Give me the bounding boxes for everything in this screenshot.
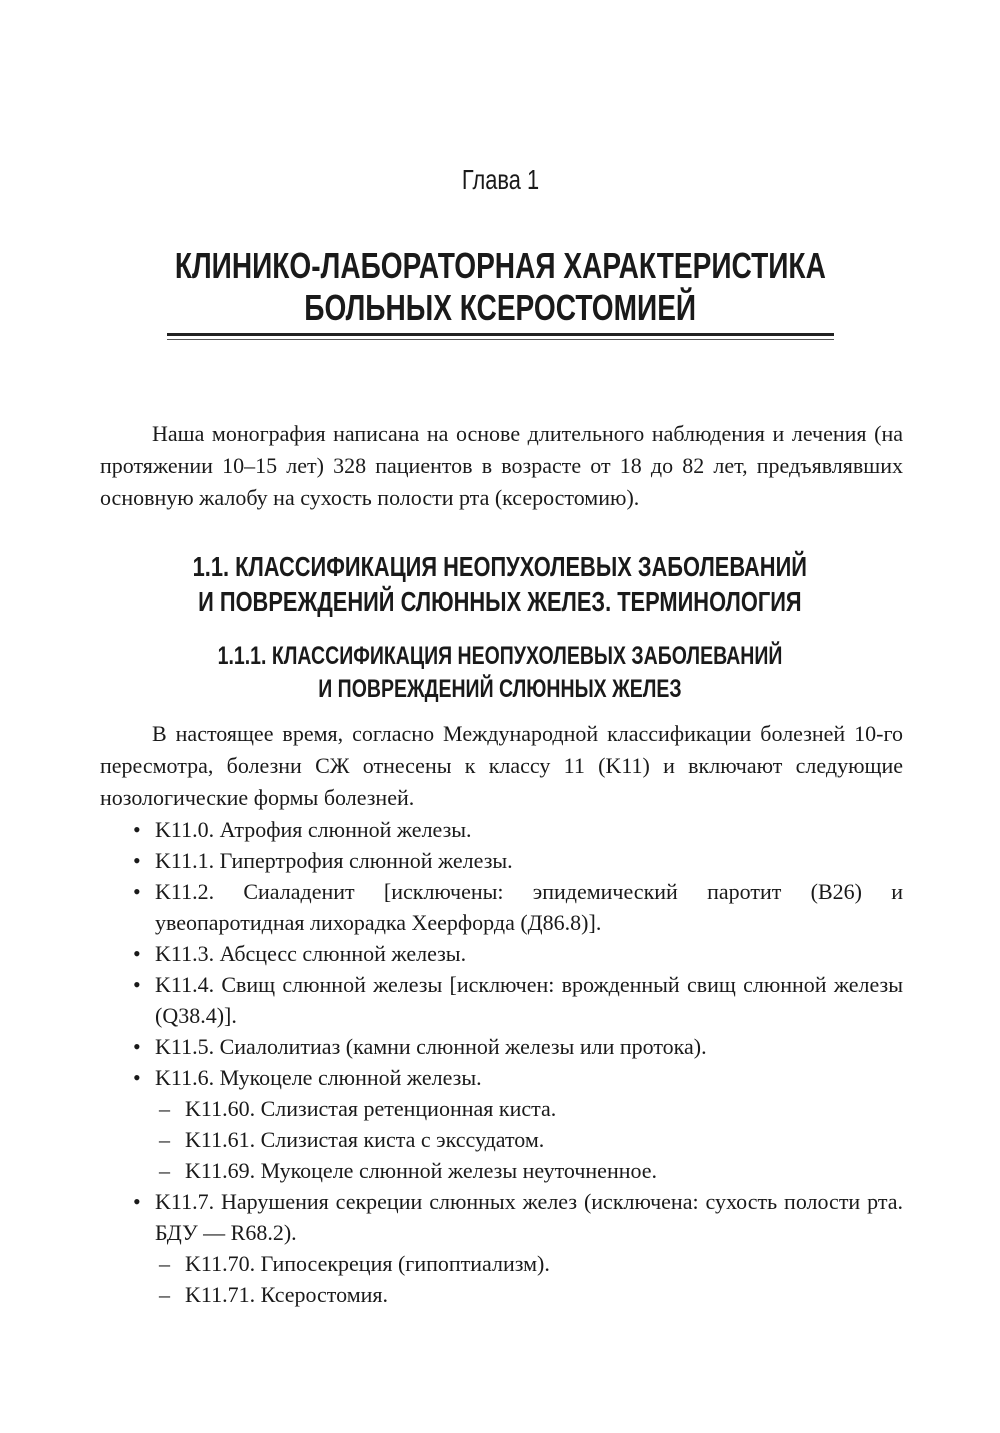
chapter-title: КЛИНИКО-ЛАБОРАТОРНАЯ ХАРАКТЕРИСТИКА БОЛЬНЫХ КСЕРОСТОМИЕЙ: [174, 245, 826, 328]
list-item: • K11.1. Гипертрофия слюнной железы.: [133, 848, 513, 873]
section-heading-1-1-1: 1.1.1. КЛАССИФИКАЦИЯ НЕОПУХОЛЕВЫХ ЗАБОЛЕВАНИЙ И ПОВРЕЖДЕНИЙ СЛЮННЫХ ЖЕЛЕЗ: [217, 642, 783, 703]
section-heading-1-1: 1.1. КЛАССИФИКАЦИЯ НЕОПУХОЛЕВЫХ ЗАБОЛЕВАНИЙ И ПОВРЕЖДЕНИЙ СЛЮННЫХ ЖЕЛЕЗ. ТЕРМИНОЛОГИЯ: [192, 551, 808, 617]
list-item: • K11.5. Сиалолитиаз (камни слюнной железы или протока).: [133, 1034, 707, 1059]
title-rule-thick: [167, 333, 834, 336]
list-item: • K11.2. Сиаладенит [исключены: эпидемический паротит (B26) и увеопаротидная лихорадка Хеерфорда (Д86.8)].: [133, 879, 903, 935]
sub-list-item: – K11.70. Гипосекреция (гипоптиализм).: [159, 1251, 550, 1276]
list-item: • K11.4. Свищ слюнной железы [исключен: врожденный свищ слюнной железы (Q38.4)].: [133, 972, 903, 1028]
list-item: • K11.7. Нарушения секреции слюнных желез (исключена: сухость полости рта. БДУ — R68.2).: [133, 1189, 903, 1245]
list-item: • K11.6. Мукоцеле слюнной железы.: [133, 1065, 482, 1090]
classification-list: [133, 814, 903, 1310]
sub-list-item: – K11.61. Слизистая киста с экссудатом.: [159, 1127, 545, 1152]
intro-paragraph: Наша монография написана на основе длительного наблюдения и лечения (на протяжении 10–15 лет) 328 пациентов в возрасте от 18 до 82 лет, предъявлявших основную жалобу на сухость полости рта (ксеростомию).: [100, 421, 903, 510]
title-rule-thin: [167, 339, 834, 340]
list-item: • K11.0. Атрофия слюнной железы.: [133, 817, 472, 842]
sub-list-item: – K11.69. Мукоцеле слюнной железы неуточненное.: [159, 1158, 658, 1183]
chapter-label: Глава 1: [461, 164, 539, 195]
sub-list-item: – K11.71. Ксеростомия.: [159, 1282, 389, 1307]
sub-list-item: – K11.60. Слизистая ретенционная киста.: [159, 1096, 557, 1121]
list-item: • K11.3. Абсцесс слюнной железы.: [133, 941, 467, 966]
classification-paragraph: В настоящее время, согласно Международной классификации болезней 10-го пересмотра, болезни СЖ отнесены к классу 11 (K11) и включают следующие нозологические формы болезней.: [100, 721, 903, 810]
